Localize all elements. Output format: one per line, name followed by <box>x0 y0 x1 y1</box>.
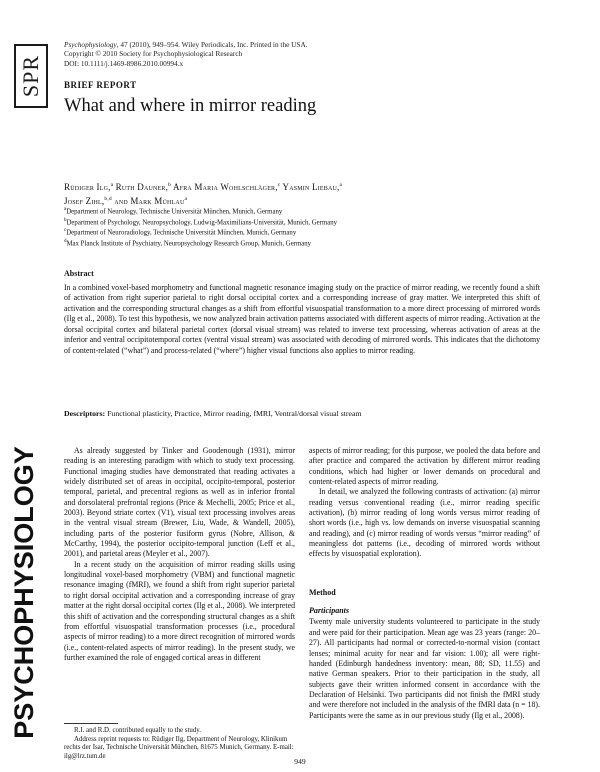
report-type: BRIEF REPORT <box>64 80 137 90</box>
author-list <box>64 180 544 207</box>
author-name: Rüdiger Ilg, <box>64 182 111 192</box>
author-line-1 <box>64 180 544 194</box>
author-name: Josef Zihl, <box>64 195 105 206</box>
author-affil-mark: a <box>339 182 343 188</box>
affiliation-item <box>64 206 337 217</box>
body-paragraph: In detail, we analyzed the following contrasts of activation: (a) mirror reading versus conventional reading (i.e., mirror reading specific activation), (b) mirror reading of long words versus mirror reading of short words (i.e., high vs. low demands on inverse visuospatial scanning and reading), and (c) mirror reading of words versus “mirror reading” of meaningless dot patterns (i.e., decoding of mirrored words without effects by visuospatial exploration). <box>309 487 540 559</box>
abstract-text: In a combined voxel-based morphometry and functional magnetic resonance imaging study on the practice of mirror reading, we recently found a shift of activation from right superior parietal to right dorsal occipital cortex and a corresponding increase of gray matter. We interpreted this shift of activation and the corresponding structural changes as a shift from effortful visuospatial transformation to a more direct processing of mirrored words (Ilg et al., 2008). To test this hypothesis, we now analyzed brain activation patterns associated with different aspects of mirror reading. Activation at the dorsal occipital cortex and bilateral parietal cortex (dorsal visual stream) was related to inverse text processing, whereas activation of areas at the inferior and ventral occipitotemporal cortex (ventral visual stream) was associated with decoding of mirrored words. This indicates that the dichotomy of content-related (“what”) and process-related (“where”) higher visual functions also applies to mirror reading. <box>64 283 540 355</box>
paper-title: What and where in mirror reading <box>64 96 317 116</box>
subsection-heading-participants: Participants <box>309 606 350 616</box>
author-name: Yasmin Liebau, <box>280 182 340 192</box>
author-affil-mark: b <box>168 182 172 188</box>
journal-name-vertical <box>10 442 38 742</box>
body-paragraph: aspects of mirror reading; for this purpose, we pooled the data before and after practice and compared the activation by different mirror reading conditions, which had higher or lower demands on procedural and content-related aspects of mirror reading. <box>309 446 540 487</box>
author-affil-mark: b,d <box>104 195 112 202</box>
descriptors <box>64 409 540 419</box>
affiliation-item <box>64 227 337 238</box>
journal-name-vertical-text: PSYCHOPHYSIOLOGY <box>8 445 39 739</box>
journal-name: Psychophysiology <box>64 40 117 49</box>
footnote: R.I. and R.D. contributed equally to the study. <box>74 727 202 734</box>
descriptors-text: Functional plasticity, Practice, Mirror reading, fMRI, Ventral/dorsal visual stream <box>105 409 362 418</box>
author-name: Ruth Dauner, <box>113 182 169 192</box>
affiliation-text: Max Planck Institute of Psychiatry, Neuropsychology Research Group, Munich, Germany <box>66 240 312 248</box>
citation-details: , 47 (2010), 949–954. Wiley Periodicals, Inc. Printed in the USA. <box>116 40 308 49</box>
affiliation-item <box>64 238 337 249</box>
author-affil-mark: a <box>110 182 114 188</box>
author-affil-mark: c <box>277 182 281 188</box>
affiliation-mark: b <box>64 217 67 223</box>
descriptors-label: Descriptors: <box>64 409 106 418</box>
citation-line <box>64 40 308 49</box>
body-paragraph: Twenty male university students volunteered to participate in the study and were paid for their participation. Mean age was 23 years (range: 20–27). All participants had normal or corrected-to-normal vision (contact lenses; minimal acuity for near and far vision: 1.00); all were right-handed (Edinburgh handedness inventory: mean, 88; SD, 11.55) and native German speakers. Prior to their participation in the study, all subjects gave their written informed consent in accordance with the Declaration of Helsinki. Two participants did not finish the fMRI study and were therefore not included in the analysis of the fMRI data (n = 18). Participants were the same as in our previous study (Ilg et al., 2008). <box>309 617 540 720</box>
author-name: and Mark Mühlau <box>111 195 185 206</box>
affiliation-text: Department of Neuroradiology, Technische Universität München, Munich, Germany <box>66 229 297 237</box>
body-paragraph: As already suggested by Tinker and Goodenough (1931), mirror reading is an interesting paradigm with which to study text processing. Functional imaging studies have demonstrated that reading activates a widely distributed set of areas in occipital, occipito-temporal, posterior temporal, parietal, and precentral regions as well as in inferior frontal and dorsolateral prefrontal regions (Price & Mechelli, 2005; Price et al., 2003). Beyond striate cortex (V1), visual text processing involves areas in the ventral visual stream (Brewer, Liu, Wade, & Wandell, 2005), including parts of the posterior fusiform gyrus (Nobre, Allison, & McCarthy, 1994), the posterior occipito-temporal junction (Leff et al., 2001), and parietal areas (Meyler et al., 2007). <box>64 446 295 559</box>
author-name: Afra Maria Wohlschläger, <box>171 182 278 192</box>
section-heading-method: Method <box>309 587 336 597</box>
footnote-divider <box>64 723 118 724</box>
copyright-line: Copyright © 2010 Society for Psychophysiological Research <box>64 49 243 59</box>
journal-logo <box>14 44 48 108</box>
body-paragraph: In a recent study on the acquisition of mirror reading skills using longitudinal voxel-based morphometry (VBM) and functional magnetic resonance imaging (fMRI), we found a shift from right superior parietal to right dorsal occipital activation and a corresponding increase of gray matter at the right dorsal occipital cortex (Ilg et al., 2008). We interpreted this shift of activation and the corresponding structural changes as a shift from effortful visuospatial transformation processes (i.e., procedural aspects of mirror reading) to a more direct recognition of mirrored words (i.e., content-related aspects of mirror reading). In the present study, we further examined the role of engaged cortical areas in different <box>64 559 295 662</box>
affiliation-mark: a <box>64 207 67 212</box>
affiliation-mark: d <box>64 239 67 245</box>
citation-header <box>64 40 308 68</box>
body-column-left <box>64 446 295 663</box>
affiliation-mark: c <box>64 228 67 234</box>
doi-line: DOI: 10.1111/j.1469-8986.2010.00994.x <box>64 58 184 68</box>
affiliation-list <box>64 206 337 249</box>
journal-logo-text: SPR <box>18 54 43 98</box>
page-number: 949 <box>294 757 306 766</box>
author-affil-mark: a <box>184 195 188 202</box>
author-line-2 <box>64 194 544 208</box>
footnotes <box>64 727 295 761</box>
affiliation-item <box>64 217 337 228</box>
footnote: Address reprint requests to: Rüdiger Ilg, Department of Neurology, Klinikum rechts der Isar, Technische Universität München, 81675 Munich, Germany. E-mail: ilg@lrz.tum.de <box>64 735 294 760</box>
body-column-right <box>309 446 540 721</box>
abstract-heading: Abstract <box>64 269 94 278</box>
affiliation-text: Department of Neurology, Technische Universität München, Munich, Germany <box>66 208 283 216</box>
affiliation-text: Department of Psychology, Neuropsychology, Ludwig-Maximilians-Universität, Munich, Germany <box>66 218 338 226</box>
